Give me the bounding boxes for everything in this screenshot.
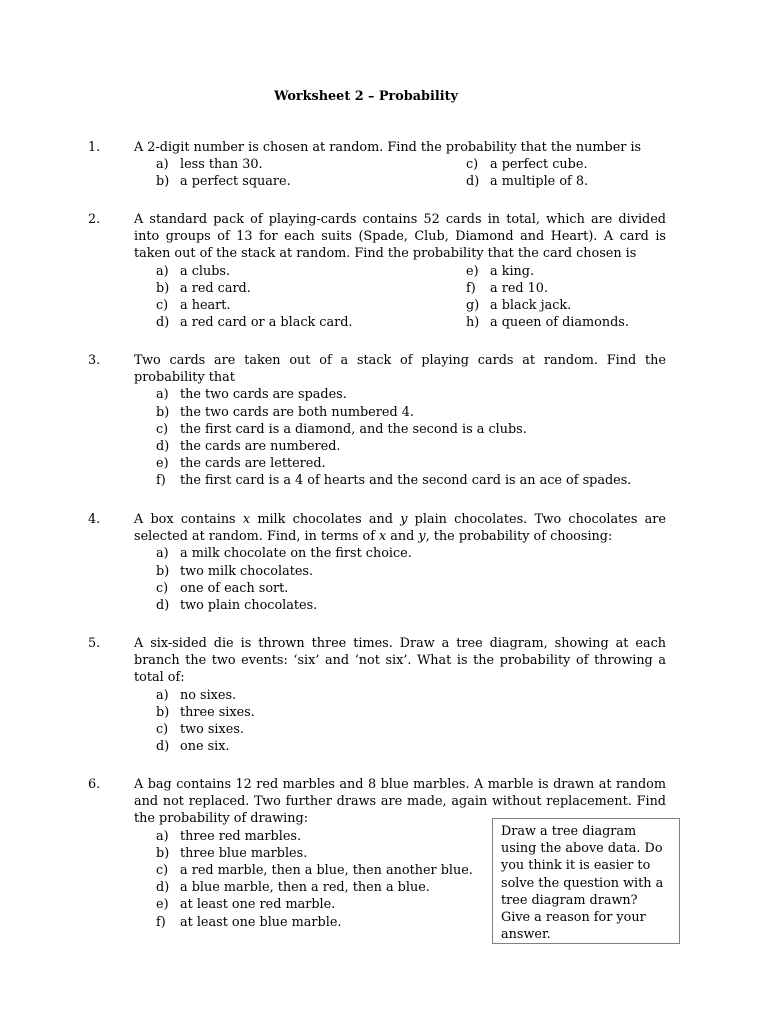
option-letter: c) bbox=[466, 157, 479, 173]
question-2 bbox=[88, 211, 668, 331]
stem-text: A standard pack of playing-cards contains 52 cards in total, which are divided into groups of 13 for each suits (Spade, Club, Diamond and Heart). A card is taken out of the stack at random. Find the probability that the card chosen is bbox=[134, 212, 666, 262]
stem-text: A 2-digit number is chosen at random. Find the probability that the number is bbox=[134, 140, 642, 155]
question-stem bbox=[134, 635, 666, 687]
option-text: a red 10. bbox=[490, 280, 548, 296]
option-row bbox=[156, 263, 668, 280]
option-list bbox=[156, 386, 668, 489]
option-text: a milk chocolate on the first choice. bbox=[180, 546, 412, 562]
option-text: a red marble, then a blue, then another blue. bbox=[180, 862, 473, 878]
option-letter: b) bbox=[156, 174, 170, 190]
question-4 bbox=[88, 511, 668, 614]
note-line: answer. bbox=[501, 927, 551, 943]
option-text: a multiple of 8. bbox=[490, 174, 589, 190]
option-text: a king. bbox=[490, 263, 535, 279]
stem-text: A six-sided die is thrown three times. Draw a tree diagram, showing at each branch the two events: ‘six’ and ‘not six’. What is the probability of throwing a total of: bbox=[134, 636, 666, 686]
option-letter: d) bbox=[156, 880, 170, 896]
question-number: 5. bbox=[88, 636, 101, 651]
option-text: three blue marbles. bbox=[180, 845, 308, 861]
option-letter: f) bbox=[156, 914, 166, 930]
option-letter: b) bbox=[156, 404, 170, 420]
option-row bbox=[156, 404, 668, 421]
option-letter: e) bbox=[466, 263, 479, 279]
option-text: two plain chocolates. bbox=[180, 597, 318, 613]
option-letter: b) bbox=[156, 704, 170, 720]
option-row bbox=[156, 156, 668, 173]
option-text: a blue marble, then a red, then a blue. bbox=[180, 880, 430, 896]
option-row bbox=[156, 738, 668, 755]
option-text: at least one red marble. bbox=[180, 897, 336, 913]
option-row bbox=[156, 314, 668, 331]
stem-text: and bbox=[386, 529, 419, 545]
option-row bbox=[156, 472, 668, 489]
option-letter: a) bbox=[156, 546, 169, 562]
variable-y: y bbox=[400, 512, 408, 527]
worksheet-title: Worksheet 2 – Probability bbox=[274, 89, 458, 104]
variable-y: y bbox=[418, 529, 426, 545]
option-list bbox=[156, 263, 668, 332]
option-row bbox=[156, 297, 668, 314]
option-letter: b) bbox=[156, 280, 170, 296]
option-letter: d) bbox=[466, 174, 480, 190]
option-letter: a) bbox=[156, 263, 169, 279]
stem-text: milk chocolates and bbox=[250, 512, 401, 527]
option-text: the cards are lettered. bbox=[180, 456, 326, 472]
option-letter: c) bbox=[156, 580, 169, 596]
option-text: one of each sort. bbox=[180, 580, 289, 596]
variable-x: x bbox=[379, 529, 387, 545]
option-row bbox=[156, 580, 668, 597]
option-letter: d) bbox=[156, 739, 170, 755]
option-row bbox=[156, 687, 668, 704]
question-5 bbox=[88, 635, 668, 755]
option-letter: g) bbox=[466, 297, 480, 313]
option-row bbox=[156, 704, 668, 721]
option-letter: e) bbox=[156, 897, 169, 913]
option-text: a heart. bbox=[180, 297, 231, 313]
option-text: a red card. bbox=[180, 280, 251, 296]
question-1 bbox=[88, 139, 668, 191]
option-text: a clubs. bbox=[180, 263, 231, 279]
stem-text: Two cards are taken out of a stack of playing cards at random. Find the probability that bbox=[134, 353, 666, 386]
option-row bbox=[156, 173, 668, 190]
note-line: Give a reason for your bbox=[501, 910, 646, 926]
question-stem bbox=[134, 139, 666, 156]
option-letter: f) bbox=[156, 473, 166, 489]
question-stem bbox=[134, 211, 666, 263]
option-letter: a) bbox=[156, 828, 169, 844]
option-list bbox=[156, 687, 668, 756]
option-text: a perfect cube. bbox=[490, 157, 588, 173]
option-row bbox=[156, 280, 668, 297]
stem-text: A box contains bbox=[134, 512, 243, 527]
question-number: 3. bbox=[88, 353, 101, 368]
option-letter: c) bbox=[156, 862, 169, 878]
option-text: three red marbles. bbox=[180, 828, 302, 844]
option-letter: c) bbox=[156, 721, 169, 737]
option-row bbox=[156, 597, 668, 614]
option-row bbox=[156, 545, 668, 562]
option-text: a perfect square. bbox=[180, 174, 291, 190]
option-text: the first card is a 4 of hearts and the second card is an ace of spades. bbox=[180, 473, 632, 489]
stem-text: plain chocolates. Two chocolates are selected at random. Find, in terms of bbox=[134, 512, 666, 545]
option-row bbox=[156, 455, 668, 472]
option-text: the first card is a diamond, and the second is a clubs. bbox=[180, 421, 527, 437]
option-text: less than 30. bbox=[180, 157, 263, 173]
option-text: a red card or a black card. bbox=[180, 315, 353, 331]
note-line: Draw a tree diagram bbox=[501, 824, 637, 839]
option-row bbox=[156, 721, 668, 738]
option-letter: e) bbox=[156, 456, 169, 472]
option-letter: a) bbox=[156, 157, 169, 173]
option-letter: a) bbox=[156, 687, 169, 703]
option-letter: c) bbox=[156, 421, 169, 437]
option-list bbox=[156, 156, 668, 190]
tree-diagram-note-box bbox=[492, 818, 680, 944]
option-letter: a) bbox=[156, 387, 169, 403]
question-number: 2. bbox=[88, 212, 101, 227]
option-row bbox=[156, 386, 668, 403]
option-letter: f) bbox=[466, 280, 476, 296]
option-letter: c) bbox=[156, 297, 169, 313]
option-row bbox=[156, 563, 668, 580]
question-number: 4. bbox=[88, 512, 101, 527]
option-row bbox=[156, 438, 668, 455]
option-text: two milk chocolates. bbox=[180, 563, 314, 579]
note-line: tree diagram drawn? bbox=[501, 892, 638, 908]
option-letter: d) bbox=[156, 315, 170, 331]
option-text: two sixes. bbox=[180, 721, 244, 737]
option-letter: d) bbox=[156, 438, 170, 454]
option-letter: b) bbox=[156, 845, 170, 861]
option-letter: d) bbox=[156, 597, 170, 613]
option-list bbox=[156, 545, 668, 614]
option-letter: h) bbox=[466, 315, 480, 331]
note-line: solve the question with a bbox=[501, 875, 664, 891]
option-text: at least one blue marble. bbox=[180, 914, 342, 930]
note-line: using the above data. Do bbox=[501, 841, 663, 857]
option-text: the two cards are spades. bbox=[180, 387, 347, 403]
option-text: a black jack. bbox=[490, 297, 572, 313]
option-row bbox=[156, 421, 668, 438]
question-stem bbox=[134, 511, 666, 545]
question-3 bbox=[88, 352, 668, 490]
question-number: 6. bbox=[88, 777, 101, 792]
option-text: no sixes. bbox=[180, 687, 237, 703]
question-number: 1. bbox=[88, 140, 101, 155]
option-text: one six. bbox=[180, 739, 230, 755]
option-letter: b) bbox=[156, 563, 170, 579]
option-text: a queen of diamonds. bbox=[490, 315, 629, 331]
note-line: you think it is easier to bbox=[501, 858, 651, 874]
option-text: three sixes. bbox=[180, 704, 255, 720]
option-text: the two cards are both numbered 4. bbox=[180, 404, 414, 420]
variable-x: x bbox=[242, 512, 251, 527]
stem-text: A bag contains 12 red marbles and 8 blue marbles. A marble is drawn at random and not replaced. Two further draws are made, again without replacement. Find the probability of drawing: bbox=[134, 777, 666, 827]
question-stem bbox=[134, 352, 666, 386]
stem-text: , the probability of choosing: bbox=[425, 529, 613, 545]
option-text: the cards are numbered. bbox=[180, 438, 341, 454]
